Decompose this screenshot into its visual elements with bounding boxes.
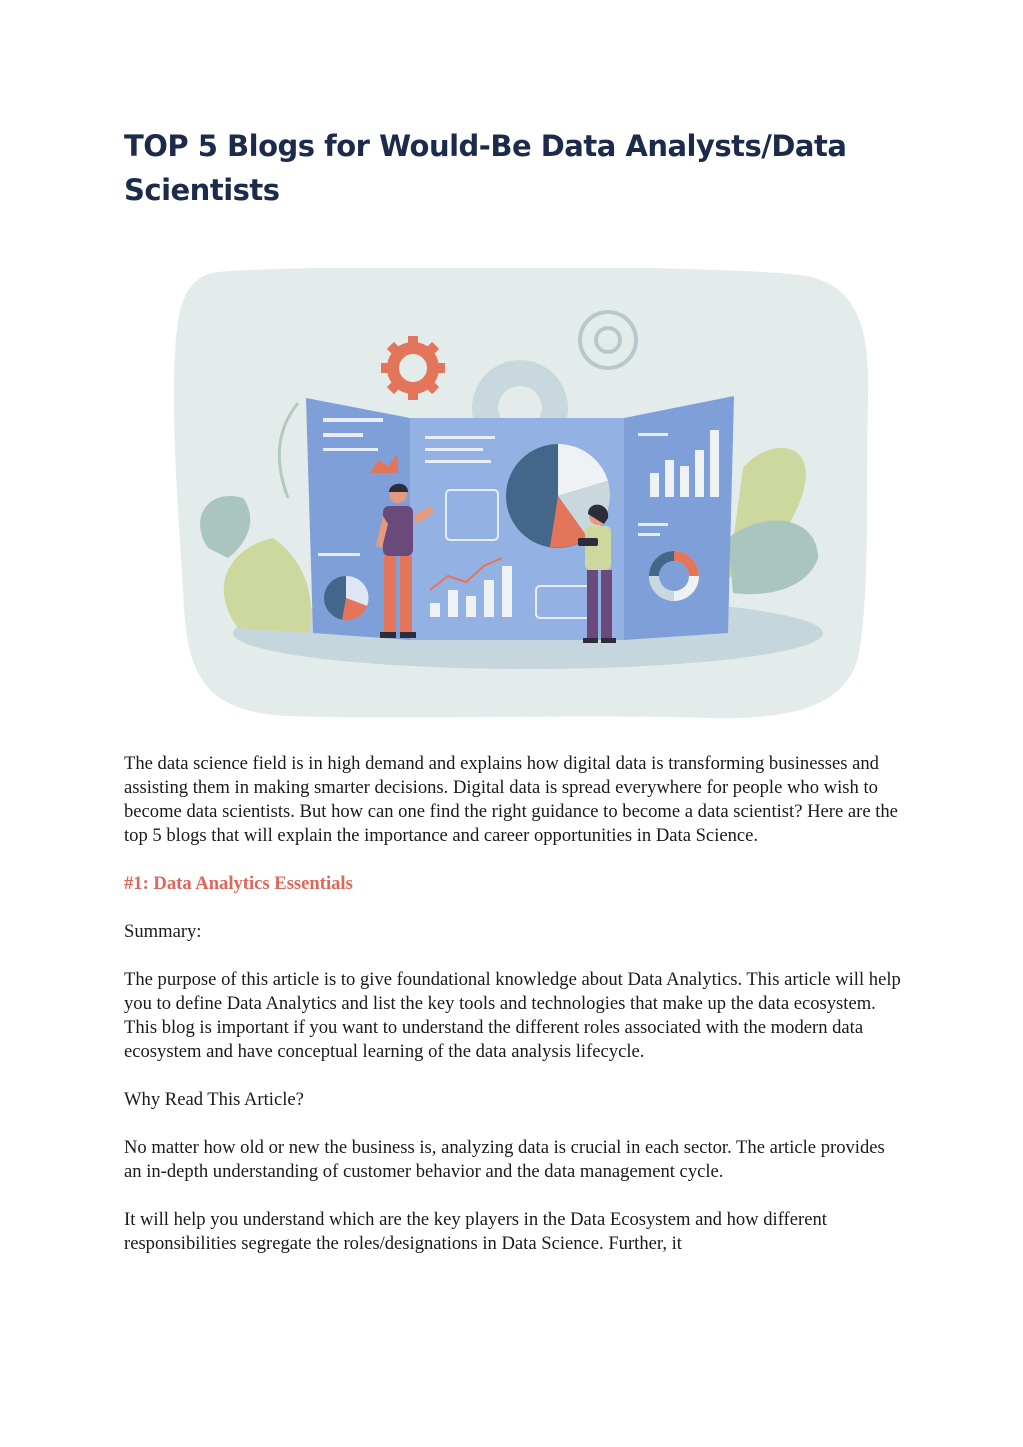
why-read-paragraph-2: It will help you understand which are the key players in the Data Ecosystem and how different responsibilities segregate the roles/designations in Data Science. Further, it	[124, 1209, 827, 1254]
intro-paragraph: The data science field is in high demand and explains how digital data is transforming businesses and assisting them in making smarter decisions. Digital data is spread everywhere for people who wish to become data scientists. But how can one find the right guidance to become a data scientist? Here are the top 5 blogs that will explain the importance and career opportunities in Data Science.	[124, 753, 898, 846]
section-heading: #1: Data Analytics Essentials	[124, 873, 353, 894]
article-title: TOP 5 Blogs for Would-Be Data Analysts/Data Scientists	[124, 129, 847, 207]
article-body	[124, 752, 904, 1280]
why-read-paragraph-1: No matter how old or new the business is, analyzing data is crucial in each sector. The article provides an in-depth understanding of customer behavior and the data management cycle.	[124, 1137, 885, 1182]
summary-label: Summary:	[124, 921, 202, 942]
mini-pie-left	[324, 576, 369, 620]
why-read-label: Why Read This Article?	[124, 1089, 304, 1110]
hero-illustration	[168, 268, 870, 720]
summary-paragraph: The purpose of this article is to give foundational knowledge about Data Analytics. This article will help you to define Data Analytics and list the key tools and technologies that make up the data ecosystem. This blog is important if you want to understand the different roles associated with the modern data ecosystem and have conceptual learning of the data analysis lifecycle.	[124, 969, 901, 1062]
